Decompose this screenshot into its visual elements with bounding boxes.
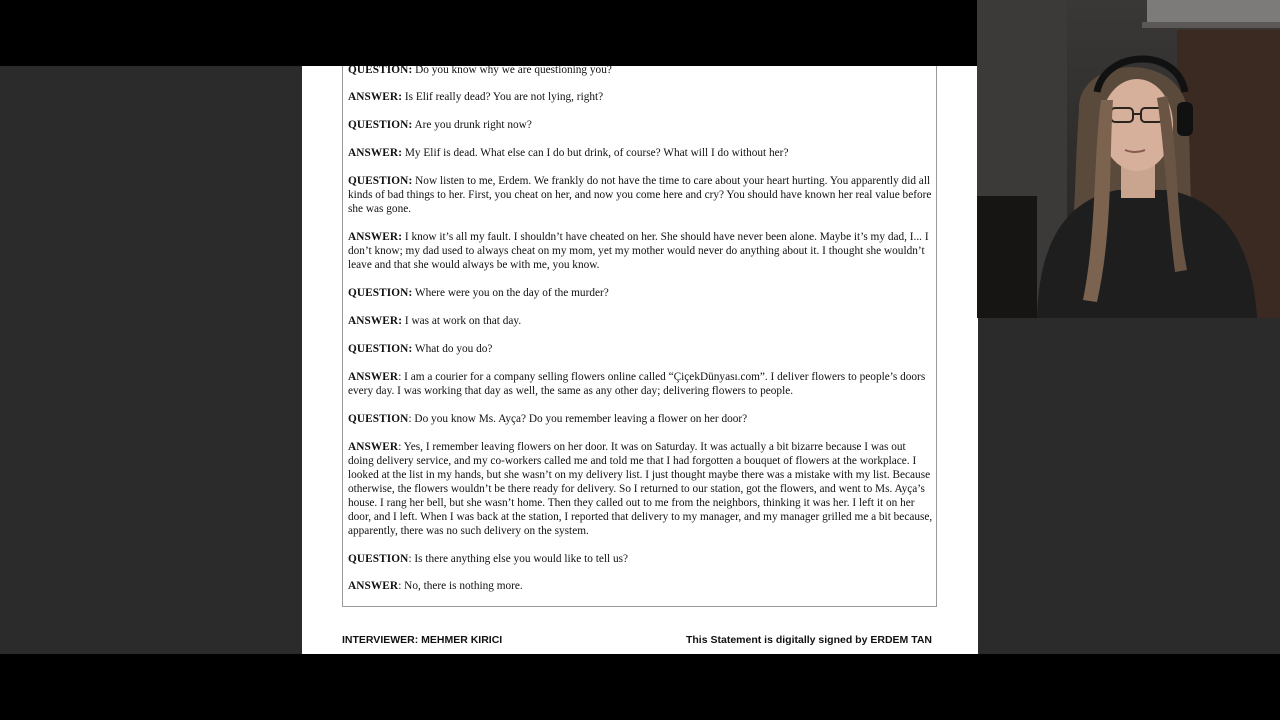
qa-text: Are you drunk right now?	[412, 119, 532, 131]
qa-text: Where were you on the day of the murder?	[412, 287, 609, 299]
qa-text: Do you know why we are questioning you?	[412, 66, 612, 76]
qa-entry	[348, 412, 934, 426]
qa-text: Now listen to me, Erdem. We frankly do not have the time to care about your heart hurting. You apparently did all kinds of bad things to her. First, you cheat on her, and now you come here and cry? You should have known her real value before she was gone.	[348, 175, 932, 215]
qa-text: : Is there anything else you would like to tell us?	[408, 553, 629, 565]
qa-text: : No, there is nothing more.	[398, 580, 523, 592]
qa-entry	[348, 440, 934, 538]
qa-entry	[348, 174, 934, 216]
qa-label: ANSWER:	[348, 91, 403, 103]
webcam-ceiling-trim	[1142, 22, 1280, 28]
qa-text: Is Elif really dead? You are not lying, right?	[402, 91, 604, 103]
qa-label: ANSWER:	[348, 147, 403, 159]
webcam-overlay	[977, 0, 1280, 318]
qa-entry	[348, 552, 934, 566]
qa-label: ANSWER	[348, 371, 399, 383]
streamer-figure	[1017, 40, 1257, 318]
qa-text: : Yes, I remember leaving flowers on her door. It was on Saturday. It was actually a bit bizarre because I was out doing delivery service, and my co-workers called me and told me that I had forgotten a bouquet of flowers at the workplace. I looked at the list in my hands, but she wasn’t on my delivery list. I just thought maybe there was a mistake with my list. Because otherwise, the flowers wouldn’t be there ready for delivery. So I returned to our station, got the flowers, and went to Ms. Ayça’s house. I rang her bell, but she wasn’t home. Then they called out to me from the neighbors, thinking it was her. I left it on her door, and I left. When I was back at the station, I reported that delivery to my manager, and my manager grilled me a bit because, apparently, there was no such delivery on the system.	[348, 441, 933, 537]
qa-entry	[348, 370, 934, 398]
qa-text: I know it’s all my fault. I shouldn’t have cheated on her. She should have never been alone. Maybe it’s my dad, I... I don’t know; my dad used to always cheat on my mom, yet my mother would never do anything about it. I thought she wouldn’t leave and that she would always be with me, you know.	[348, 231, 929, 271]
qa-entry	[348, 342, 934, 356]
qa-label: QUESTION	[348, 553, 409, 565]
qa-text: My Elif is dead. What else can I do but drink, of course? What will I do without her?	[402, 147, 789, 159]
qa-label: ANSWER	[348, 580, 399, 592]
qa-entry	[348, 230, 934, 272]
document-page	[302, 66, 978, 654]
qa-entry	[348, 118, 934, 132]
qa-entry	[348, 146, 934, 160]
qa-label: QUESTION:	[348, 343, 413, 355]
qa-label: ANSWER:	[348, 315, 403, 327]
qa-text: What do you do?	[412, 343, 493, 355]
qa-label: QUESTION:	[348, 175, 413, 187]
qa-entry	[348, 90, 934, 104]
qa-label: QUESTION	[348, 413, 409, 425]
qa-text: : I am a courier for a company selling flowers online called “ÇiçekDünyası.com”. I deliver flowers to people’s doors every day. I was working that day as well, the same as any other day; delivering flowers to people.	[348, 371, 926, 397]
qa-label: ANSWER:	[348, 231, 403, 243]
digital-signature-note: This Statement is digitally signed by ERDEM TAN	[685, 634, 932, 646]
qa-label: QUESTION:	[348, 119, 413, 131]
qa-text: : Do you know Ms. Ayça? Do you remember leaving a flower on her door?	[408, 413, 748, 425]
qa-label: QUESTION:	[348, 287, 413, 299]
qa-entry	[348, 314, 934, 328]
qa-entry	[348, 579, 934, 593]
qa-entry	[348, 66, 934, 77]
qa-label: ANSWER	[348, 441, 399, 453]
qa-text: I was at work on that day.	[402, 315, 522, 327]
bottom-letterbox	[0, 654, 1280, 720]
qa-label: QUESTION:	[348, 66, 413, 76]
interviewer-signature: INTERVIEWER: MEHMER KIRICI	[342, 634, 503, 646]
qa-entry	[348, 286, 934, 300]
